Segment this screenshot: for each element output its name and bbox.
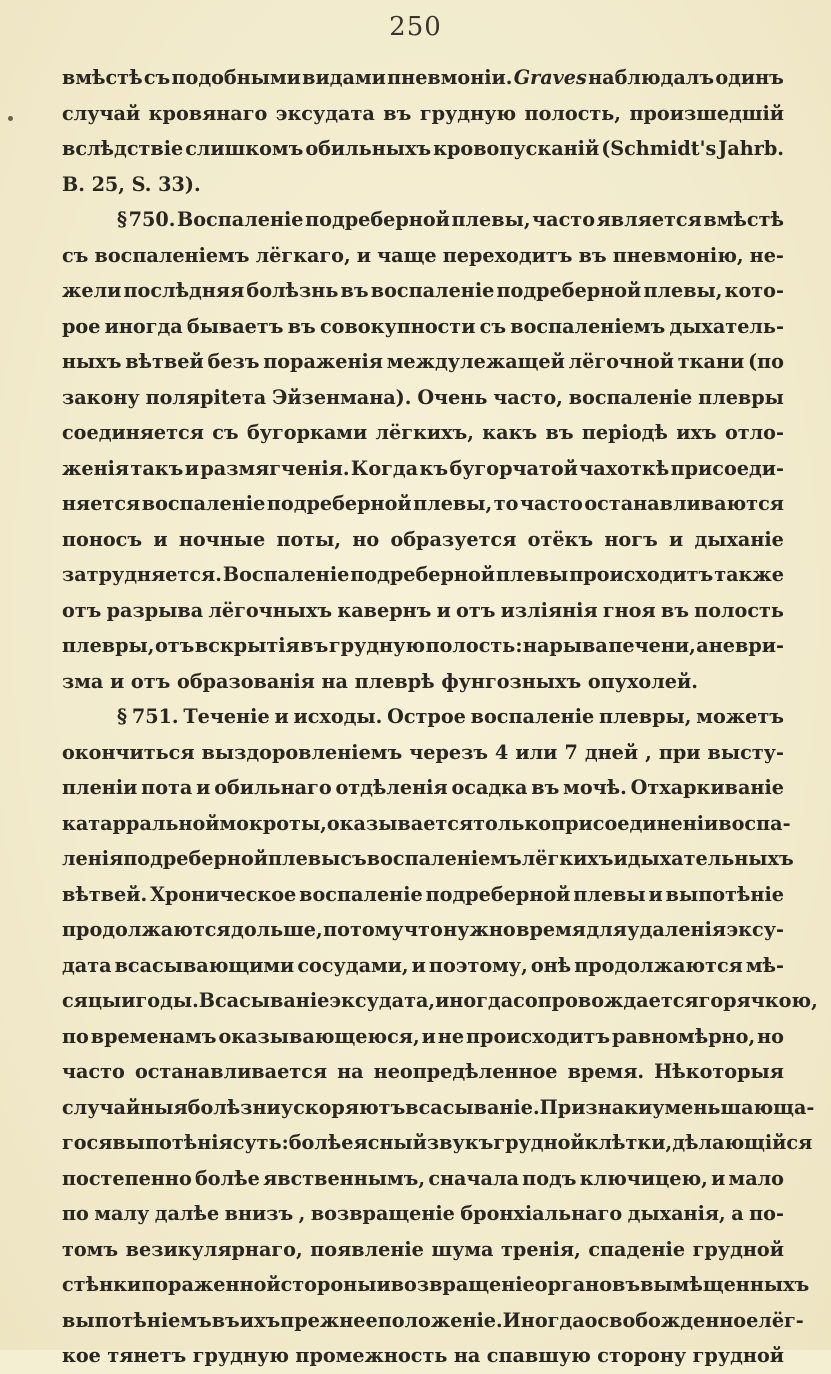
text-line: окончиться выздоровленіемъ черезъ 4 или 7 дней , при высту- [62, 740, 784, 764]
text-line: сяцы и годы. Всасываніе эксудата, иногда сопровождается горячкою, [62, 989, 818, 1012]
text-line: § 750. Воспаленіе подреберной плевы, часто является вмѣстѣ [117, 208, 784, 231]
text-line: случай кровянаго эксудата въ грудную полость, произшедшій [62, 101, 784, 125]
text-line: отъ разрыва лёгочныхъ кавернъ и отъ изліянія гноя въ полость [62, 598, 784, 622]
text-line: женія такъ и размягченія. Когда къ бугорчатой чахоткѣ присоеди- [62, 456, 784, 480]
text-line: стѣнки пораженной стороны и возвращеніе органовъ вымѣщенныхъ [62, 1273, 810, 1296]
text-line: зма и отъ образованія на плеврѣ фунгозныхъ опухолей. [62, 669, 698, 693]
text-line: няется воспаленіе подреберной плевы, то часто останавливаются [62, 492, 784, 515]
text-line: по временамъ оказывающеюся, и не происходитъ равномѣрно, но [62, 1024, 784, 1048]
text-line: закону полярitета Эйзенмана). Очень часто, воспаленіе плевры [62, 385, 784, 409]
text-line: ленія подреберной плевы съ воспаленіемъ лёгкихъ и дыхательныхъ [62, 847, 794, 870]
text-line: плевры, отъ вскрытія въ грудную полость: нарыва печени, аневри- [62, 634, 784, 657]
text-line: дата всасывающими сосудами, и поэтому, онѣ продолжаются мѣ- [62, 953, 784, 977]
text-line: вѣтвей. Хроническое воспаленіе подреберной плевы и выпотѣніе [62, 882, 784, 906]
text-line: выпотѣніемъ въ ихъ прежнее положеніе. Иногда освобожденное лёг- [62, 1308, 804, 1332]
ink-spot [8, 116, 13, 121]
text-line: катарральной мокроты, оказывается только при соединеніи воспа- [62, 811, 791, 835]
text-line: вмѣстѣ съ подобными видами пневмоніи. Graves наблюдалъ одинъ [62, 66, 784, 89]
text-line: продолжаются дольше, потому что нужно время для удаленія эксу- [62, 918, 784, 941]
text-line: § 751. Теченіе и исходы. Острое воспаленіе плевры, можетъ [117, 705, 784, 728]
text-line: кое тянетъ грудную промежность на спавшую сторону грудной [62, 1344, 784, 1367]
text-line: случайныя болѣзни ускоряютъ всасываніе. Признаки уменьшающа- [62, 1095, 815, 1119]
text-line: соединяется съ бугорками лёгкихъ, какъ въ періодѣ ихъ отло- [62, 421, 784, 444]
text-line: пленіи пота и обильнаго отдѣленія осадка въ мочѣ. Отхаркиваніе [62, 776, 784, 799]
text-line: затрудняется. Воспаленіе подреберной плевы происходитъ также [62, 563, 784, 586]
text-line: часто останавливается на неопредѣленное время. Нѣкоторыя [62, 1060, 784, 1083]
text-line: по малу далѣе внизъ , возвращеніе бронхіальнаго дыханія, а по- [62, 1202, 784, 1225]
text-line: рое иногда бываетъ въ совокупности съ воспаленіемъ дыхатель- [62, 314, 784, 338]
text-line: гося выпотѣнія суть: болѣе ясный звукъ грудной клѣтки, дѣлающійся [62, 1131, 813, 1154]
text-line: поносъ и ночные поты, но образуется отёкъ ногъ и дыханіе [62, 527, 784, 551]
text-line: жели послѣдняя болѣзнь въ воспаленіе подреберной плевы, кото- [62, 279, 784, 302]
text-line: B. 25, S. 33). [62, 172, 201, 196]
body-text [62, 60, 818, 1374]
page-number: 250 [389, 12, 442, 42]
text-line: постепенно болѣе явственнымъ, сначала подъ ключицею, и мало [62, 1166, 784, 1190]
text-line: съ воспаленіемъ лёгкаго, и чаще переходитъ въ пневмонію, не- [62, 243, 784, 267]
text-line: вслѣдствіе слишкомъ обильныхъ кровопусканій (Schmidt's Jahrb. [62, 137, 784, 160]
text-line: томъ везикулярнаго, появленіе шума тренія, спаденіе грудной [62, 1237, 784, 1261]
text-line: ныхъ вѣтвей безъ пораженія междулежащей лёгочной ткани (по [62, 350, 784, 373]
